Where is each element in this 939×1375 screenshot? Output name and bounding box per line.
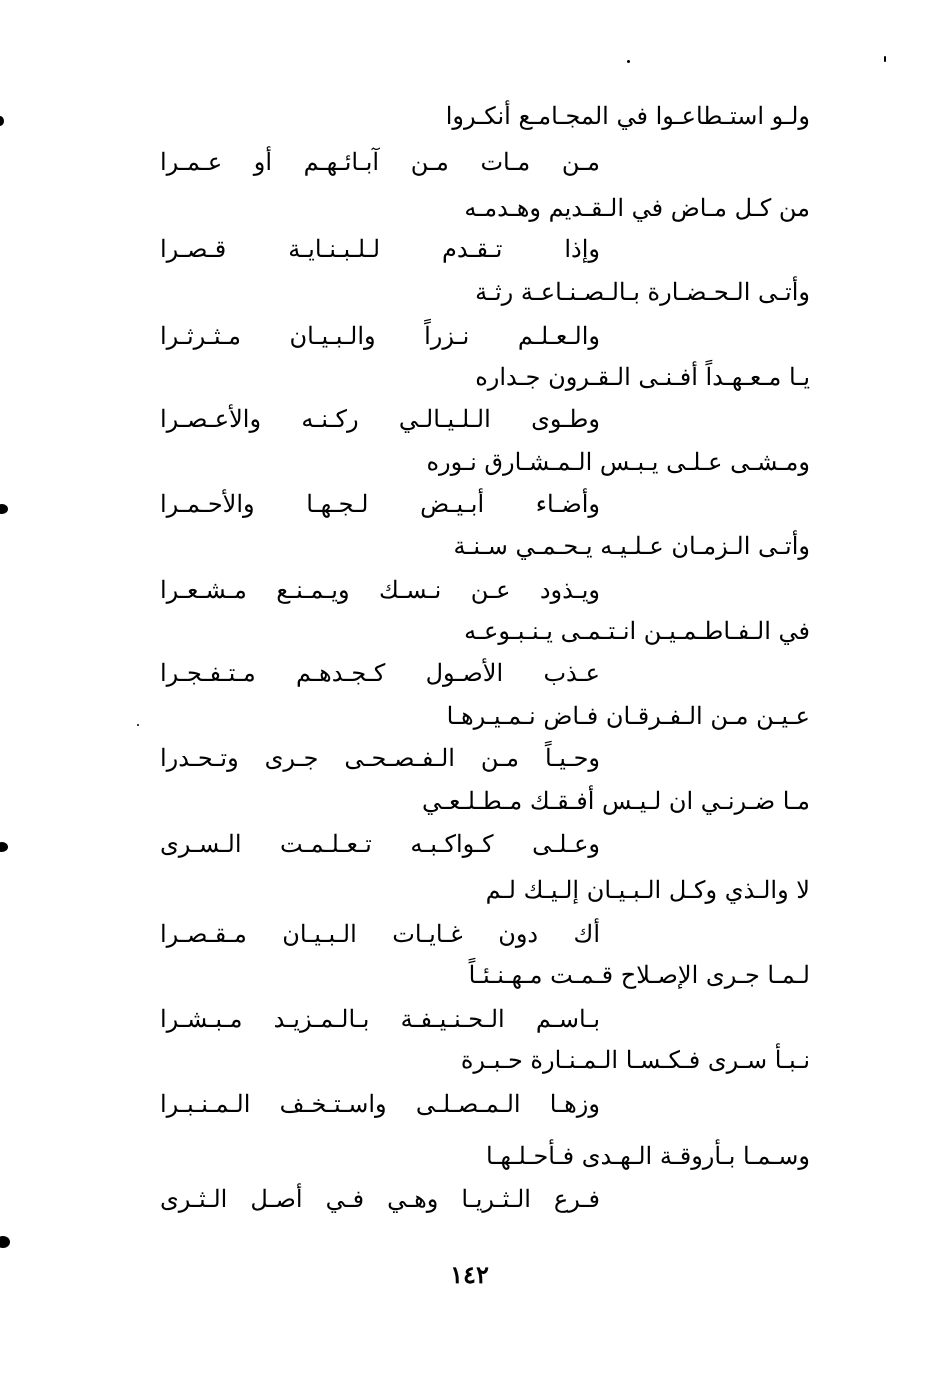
verse-line: وسـمـا بـأروقـة الـهـدى فـأحـلـهـا	[486, 1142, 810, 1170]
page-number: ١٤٢	[450, 1260, 489, 1289]
scan-speck	[884, 56, 886, 62]
verse-line: ومـشـى عـلـى يـبـس الـمـشـارق نـوره	[426, 448, 810, 476]
scan-speck	[627, 60, 630, 63]
verse-line: في الـفـاطـمـيـن انـتـمـى يـنـبـوعـه	[464, 617, 810, 645]
verse-line: أك دون غـايـات الـبـيـان مـقـصـرا	[160, 920, 600, 948]
verse-line: عـيـن مـن الـفـرقـان فـاض نـمـيـرهـا	[446, 702, 810, 730]
verse-line: ولـو استـطاعـوا في المجـامـع أنكـروا	[445, 102, 810, 130]
verse-line: وأتـى الـحـضـارة بـالـصـنـاعـة رثـة	[475, 278, 810, 306]
scan-speck	[137, 724, 139, 726]
verse-line: وأضـاء أبـيـض لـجـهـا والأحـمـرا	[160, 490, 600, 518]
verse-line: عـذب الأصـول كـجـدهـم مـتـفـجـرا	[160, 659, 600, 687]
verse-line: مـا ضـرنـي ان لـيـس أفـقـك مـطـلـعـي	[422, 787, 810, 815]
verse-line: مـن مـات مـن آبـائـهـم أو عـمـرا	[160, 148, 600, 176]
verse-line: يـا مـعـهـداً أفـنـى الـقـرون جـداره	[475, 363, 810, 391]
verse-line: وإذا تـقـدم لـلـبـنـايـة قـصـرا	[160, 235, 600, 263]
scan-mark	[0, 842, 8, 852]
scan-mark	[0, 116, 4, 126]
verse-line: من كـل مـاض في الـقـديم وهـدمـه	[464, 194, 810, 222]
verse-line: وزهـا الـمـصـلـى واسـتـخـف الـمـنـبـرا	[160, 1090, 600, 1118]
verse-line: بـاسـم الـحـنـيـفـة بـالـمـزيـد مـبـشـرا	[160, 1005, 600, 1033]
verse-line: لا والـذي وكـل الـبـيـان إلـيـك لـم	[485, 876, 810, 904]
scan-mark	[0, 504, 8, 514]
verse-line: نـبـأ سـرى فـكـسـا الـمـنـارة حـبـرة	[460, 1046, 810, 1074]
verse-line: وعـلـى كـواكـبـه تـعـلـمـت الـسـرى	[160, 830, 600, 858]
verse-line: وأتـى الـزمـان عـلـيـه يـحـمـي سـنـة	[453, 532, 810, 560]
verse-line: ويـذود عـن نـسـك ويـمـنـع مـشـعـرا	[160, 576, 600, 604]
verse-line: والـعـلـم نـزراً والـبـيـان مـثـرثـرا	[160, 322, 600, 350]
verse-line: لـمـا جـرى الإصـلاح قـمـت مـهـنـئـاً	[468, 961, 810, 989]
verse-line: وحـيـاً مـن الـفـصـحـى جـرى وتـحـدرا	[160, 744, 600, 772]
scan-mark	[0, 1236, 10, 1248]
verse-line: وطـوى الـلـيـالـي ركـنـه والأعـصـرا	[160, 405, 600, 433]
verse-line: فـرع الـثـريـا وهـي فـي أصـل الـثـرى	[160, 1185, 600, 1213]
